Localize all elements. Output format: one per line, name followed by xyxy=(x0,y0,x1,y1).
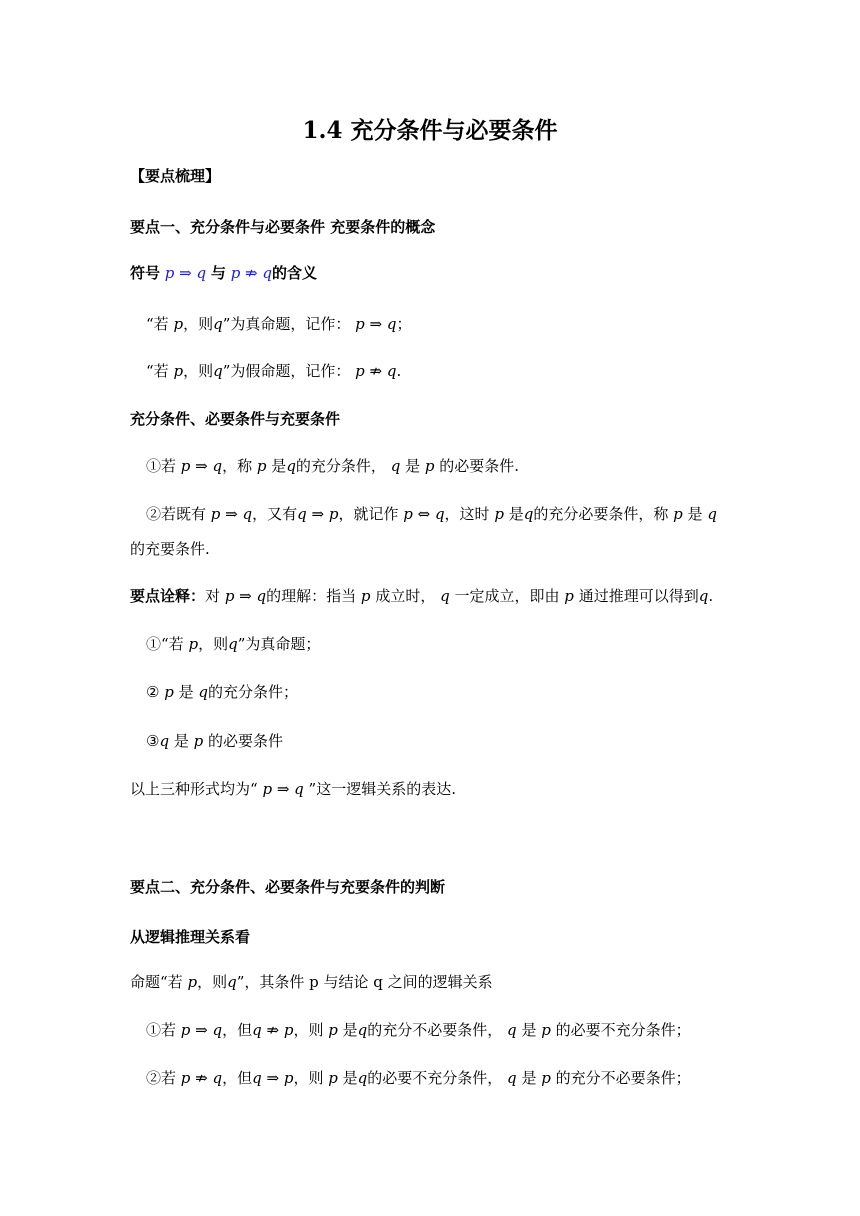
var-p: p xyxy=(541,1069,551,1087)
var-p: p xyxy=(494,505,504,523)
formula: p ⇒ q xyxy=(262,780,304,798)
formula: p ⇏ q xyxy=(355,362,397,380)
text: ，则 xyxy=(198,635,229,653)
var-q: q xyxy=(507,1021,517,1039)
formula-p-implies-q: p ⇒ q xyxy=(164,264,207,282)
text: ，但 xyxy=(222,1021,253,1039)
formula: p ⇔ q xyxy=(403,505,445,523)
text: “若 xyxy=(146,315,169,333)
text: 命题“若 xyxy=(130,973,183,991)
var-p: p xyxy=(188,635,199,653)
text: 是 xyxy=(508,505,524,523)
formula: p ⇒ q xyxy=(180,1021,223,1039)
text: 通过推理可以得到 xyxy=(578,587,699,605)
case-2 xyxy=(146,1067,691,1088)
formula: p ⇏ q xyxy=(180,1069,223,1087)
text: 以上三种形式均为“ xyxy=(130,780,258,798)
text: ”为真命题，记作： xyxy=(222,315,351,333)
item-1 xyxy=(146,455,519,476)
var-q: q xyxy=(286,457,296,475)
text: 是 xyxy=(342,1021,358,1039)
text: 是 xyxy=(173,732,189,750)
var-q: q xyxy=(440,587,450,605)
var-q: q xyxy=(213,362,223,380)
text: ②若既有 xyxy=(146,505,207,523)
var-p: p xyxy=(328,1069,338,1087)
text: ； xyxy=(396,315,412,333)
text: 是 xyxy=(342,1069,358,1087)
note-label: 要点诠释： xyxy=(130,587,206,605)
text: . xyxy=(396,362,402,380)
text: ①若 xyxy=(146,457,177,475)
var-q: q xyxy=(357,1021,368,1039)
var-p: p xyxy=(187,973,198,991)
var-q: q xyxy=(159,732,170,750)
symbol-line xyxy=(130,262,317,283)
text: ”，其条件 p 与结论 q 之间的逻辑关系 xyxy=(236,973,493,991)
var-p: p xyxy=(564,587,574,605)
text: ，则 xyxy=(183,362,214,380)
text: “若 xyxy=(146,362,169,380)
note-item-1 xyxy=(146,633,320,654)
point2-sub-heading: 从逻辑推理关系看 xyxy=(130,928,251,946)
formula: p ⇒ q xyxy=(355,315,397,333)
text: ，但 xyxy=(222,1069,253,1087)
formula-p-not-implies-q: p ⇏ q xyxy=(230,264,272,282)
var-q: q xyxy=(213,315,223,333)
var-p: p xyxy=(673,505,683,523)
var-q: q xyxy=(698,587,709,605)
text: ，又有 xyxy=(252,505,298,523)
var-q: q xyxy=(707,505,717,523)
formula: q ⇏ p xyxy=(252,1021,294,1039)
text: 的充分不必要条件， xyxy=(367,1021,503,1039)
text: . xyxy=(708,587,714,605)
text: 的必要条件. xyxy=(439,457,520,475)
formula: p ⇒ q xyxy=(180,457,223,475)
symbol-post: 的含义 xyxy=(272,264,318,282)
note-item-3 xyxy=(146,730,283,751)
var-p: p xyxy=(424,457,435,475)
text: ，则 xyxy=(183,315,214,333)
var-p: p xyxy=(173,362,184,380)
text: 成立时， xyxy=(375,587,436,605)
text: 的理解：指当 xyxy=(266,587,357,605)
var-p: p xyxy=(360,587,371,605)
var-p: p xyxy=(256,457,267,475)
point2-heading: 要点二、充分条件、必要条件与充要条件的判断 xyxy=(130,878,446,896)
text: 的必要不充分条件， xyxy=(367,1069,503,1087)
point1-heading: 要点一、充分条件与必要条件 充要条件的概念 xyxy=(130,218,436,236)
var-q: q xyxy=(357,1069,368,1087)
section-header: 【要点梳理】 xyxy=(130,167,221,185)
case-1 xyxy=(146,1019,691,1040)
var-p: p xyxy=(173,315,184,333)
text: 的必要不充分条件； xyxy=(555,1021,691,1039)
text: ，则 xyxy=(197,973,228,991)
text: ”为真命题； xyxy=(237,635,321,653)
text: ”为假命题，记作： xyxy=(222,362,351,380)
text: 是 xyxy=(687,505,703,523)
symbol-mid: 与 xyxy=(210,264,226,282)
intro-line xyxy=(130,971,493,992)
text: 的必要条件 xyxy=(208,732,284,750)
text: ② xyxy=(146,683,160,701)
note-line xyxy=(130,585,713,606)
var-q: q xyxy=(523,505,534,523)
text: ，称 xyxy=(222,457,253,475)
text: ③ xyxy=(146,732,160,750)
var-q: q xyxy=(198,683,209,701)
text: ，这时 xyxy=(444,505,490,523)
var-p: p xyxy=(164,683,174,701)
item-2 xyxy=(146,503,717,524)
text: 一定成立，即由 xyxy=(454,587,560,605)
var-p: p xyxy=(328,1021,338,1039)
false-proposition-line xyxy=(146,360,401,381)
text: 对 xyxy=(205,587,221,605)
text: 是 xyxy=(271,457,287,475)
item-2-continued: 的充要条件. xyxy=(130,540,210,558)
text: 是 xyxy=(521,1069,537,1087)
text: ，则 xyxy=(293,1021,324,1039)
text: 的充分不必要条件； xyxy=(555,1069,691,1087)
text: 是 xyxy=(521,1021,537,1039)
text: ①若 xyxy=(146,1021,177,1039)
formula: p ⇒ q xyxy=(210,505,253,523)
summary-line xyxy=(130,778,456,799)
true-proposition-line xyxy=(146,313,411,334)
formula: q ⇒ p xyxy=(252,1069,294,1087)
var-q: q xyxy=(507,1069,517,1087)
point1-sub-heading: 充分条件、必要条件与充要条件 xyxy=(130,410,341,428)
page-title: 1.4 充分条件与必要条件 xyxy=(302,117,558,144)
var-q: q xyxy=(227,973,237,991)
text: ”这一逻辑关系的表达. xyxy=(308,780,456,798)
text: ①“若 xyxy=(146,635,184,653)
text: 的充分条件， xyxy=(295,457,386,475)
var-p: p xyxy=(541,1021,551,1039)
text: 是 xyxy=(178,683,194,701)
text: ，则 xyxy=(293,1069,324,1087)
var-q: q xyxy=(390,457,401,475)
symbol-pre: 符号 xyxy=(130,264,161,282)
formula: p ⇒ q xyxy=(224,587,267,605)
text: 的充分必要条件，称 xyxy=(533,505,669,523)
text: ②若 xyxy=(146,1069,177,1087)
formula: q ⇒ p xyxy=(297,505,339,523)
var-q: q xyxy=(228,635,238,653)
note-item-2 xyxy=(146,681,298,702)
text: 是 xyxy=(405,457,421,475)
var-p: p xyxy=(193,732,204,750)
text: ，就记作 xyxy=(338,505,399,523)
text: 的充分条件； xyxy=(208,683,299,701)
